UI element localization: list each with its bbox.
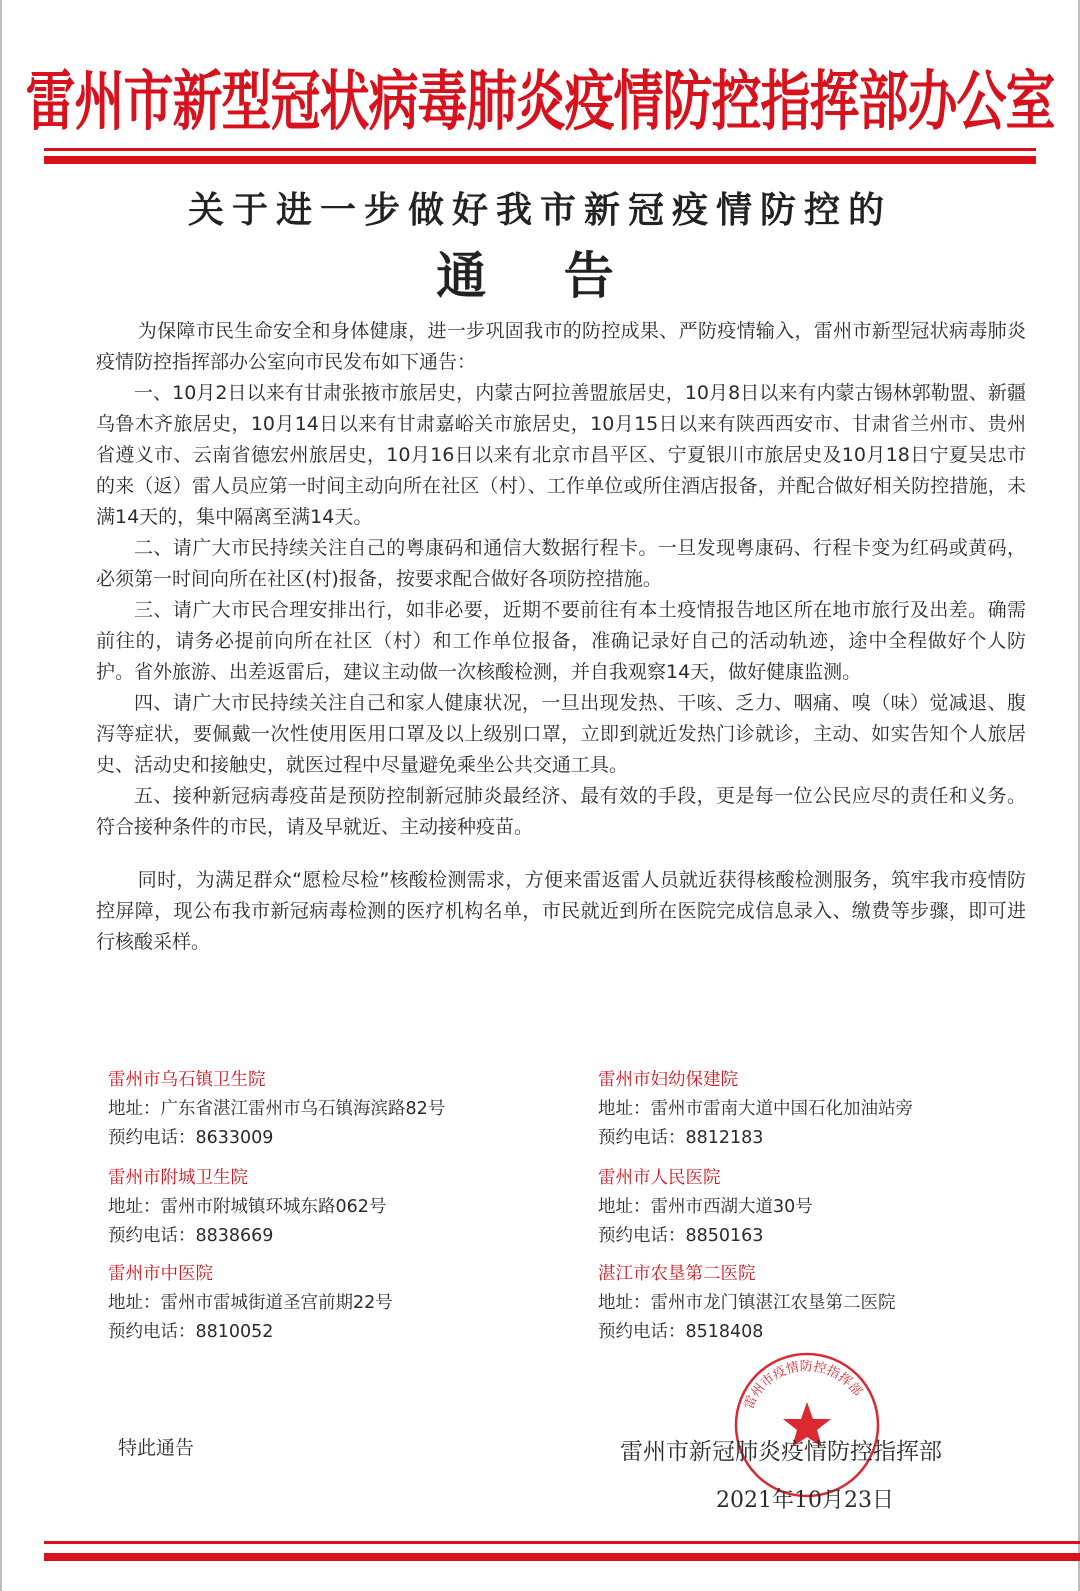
footer-thin-rule [44, 1541, 1080, 1544]
hospital-entry [108, 1260, 393, 1347]
hospital-name: 雷州市妇幼保建院 [598, 1070, 738, 1090]
hospital-phone: 预约电话：8518408 [598, 1322, 764, 1342]
hospital-address: 地址：雷州市西湖大道30号 [598, 1197, 813, 1217]
footer-thick-rule [44, 1553, 1080, 1561]
hospital-address: 地址：雷州市龙门镇湛江农垦第二医院 [598, 1293, 896, 1313]
hospital-name: 湛江市农垦第二医院 [598, 1264, 756, 1284]
official-seal-stamp [732, 1350, 882, 1500]
stamp-text: 雷州市疫情防控指挥部 [741, 1359, 865, 1412]
item-paragraph: 一、10月2日以来有甘肃张掖市旅居史，内蒙古阿拉善盟旅居史，10月8日以来有内蒙古锡林郭勒盟、新疆乌鲁木齐旅居史，10月14日以来有甘肃嘉峪关市旅居史，10月15日以来有陕西西安市、甘肃省兰州市、贵州省遵义市、云南省德宏州旅居史，10月16日以来有北京市昌平区、宁夏银川市旅居史及10月18日宁夏吴忠市的来（返）雷人员应第一时间主动向所在社区（村）、工作单位或所住酒店报备，并配合做好相关防控措施，未满14天的，集中隔离至满14天。 [96, 382, 1026, 528]
header-thin-rule [44, 148, 1036, 151]
intro-paragraph: 为保障市民生命安全和身体健康，进一步巩固我市的防控成果、严防疫情输入，雷州市新型冠状病毒肺炎疫情防控指挥部办公室向市民发布如下通告： [96, 320, 1026, 373]
hospital-name: 雷州市附城卫生院 [108, 1168, 248, 1188]
item-paragraph: 五、接种新冠病毒疫苗是预防控制新冠肺炎最经济、最有效的手段，更是每一位公民应尽的责任和义务。符合接种条件的市民，请及早就近、主动接种疫苗。 [96, 785, 1026, 838]
hospital-phone: 预约电话：8838669 [108, 1226, 274, 1246]
hospital-entry [108, 1066, 445, 1153]
signing-authority: 雷州市新冠肺炎疫情防控指挥部 [620, 1439, 942, 1465]
hospital-phone: 预约电话：8850163 [598, 1226, 764, 1246]
testing-paragraph: 同时，为满足群众“愿检尽检”核酸检测需求，方便来雷返雷人员就近获得核酸检测服务，筑牢我市疫情防控屏障，现公布我市新冠病毒检测的医疗机构名单，市民就近到所在医院完成信息录入、缴费等步骤，即可进行核酸采样。 [96, 869, 1026, 953]
hospital-address: 地址：广东省湛江雷州市乌石镇海滨路82号 [108, 1099, 446, 1119]
item-paragraph: 四、请广大市民持续关注自己和家人健康状况，一旦出现发热、干咳、乏力、咽痛、嗅（味）觉减退、腹泻等症状，要佩戴一次性使用医用口罩及以上级别口罩，立即到就近发热门诊就诊，主动、如实告知个人旅居史、活动史和接触史，就医过程中尽量避免乘坐公共交通工具。 [96, 692, 1026, 776]
hospital-address: 地址：雷州市雷城街道圣宫前期22号 [108, 1293, 393, 1313]
issuing-office-header: 雷州市新型冠状病毒肺炎疫情防控指挥部办公室 [25, 63, 1055, 139]
hospital-entry [598, 1260, 896, 1347]
header-thick-rule [44, 156, 1036, 164]
hospital-phone: 预约电话：8633009 [108, 1128, 274, 1148]
hospital-name: 雷州市人民医院 [598, 1168, 721, 1188]
hospital-name: 雷州市中医院 [108, 1264, 213, 1284]
issue-date: 2021年10月23日 [716, 1488, 894, 1513]
hospital-phone: 预约电话：8810052 [108, 1322, 274, 1342]
item-paragraph: 三、请广大市民合理安排出行，如非必要，近期不要前往有本土疫情报告地区所在地市旅行及出差。确需前往的，请务必提前向所在社区（村）和工作单位报备，准确记录好自己的活动轨迹，途中全程做好个人防护。省外旅游、出差返雷后，建议主动做一次核酸检测，并自我观察14天，做好健康监测。 [96, 599, 1026, 683]
hospital-phone: 预约电话：8812183 [598, 1128, 764, 1148]
notice-body [96, 316, 1026, 958]
hospital-address: 地址：雷州市雷南大道中国石化加油站旁 [598, 1099, 913, 1119]
hospital-entry [598, 1164, 813, 1251]
hospital-entry [598, 1066, 913, 1153]
document-subtitle: 关于进一步做好我市新冠疫情防控的 [187, 190, 892, 231]
hospital-entry [108, 1164, 386, 1251]
hospital-address: 地址：雷州市附城镇环城东路062号 [108, 1197, 387, 1217]
hospital-name: 雷州市乌石镇卫生院 [108, 1070, 266, 1090]
document-title: 通 告 [436, 247, 644, 305]
item-paragraph: 二、请广大市民持续关注自己的粤康码和通信大数据行程卡。一旦发现粤康码、行程卡变为红码或黄码，必须第一时间向所在社区(村)报备，按要求配合做好各项防控措施。 [96, 537, 1026, 590]
closing-phrase: 特此通告 [118, 1437, 195, 1459]
